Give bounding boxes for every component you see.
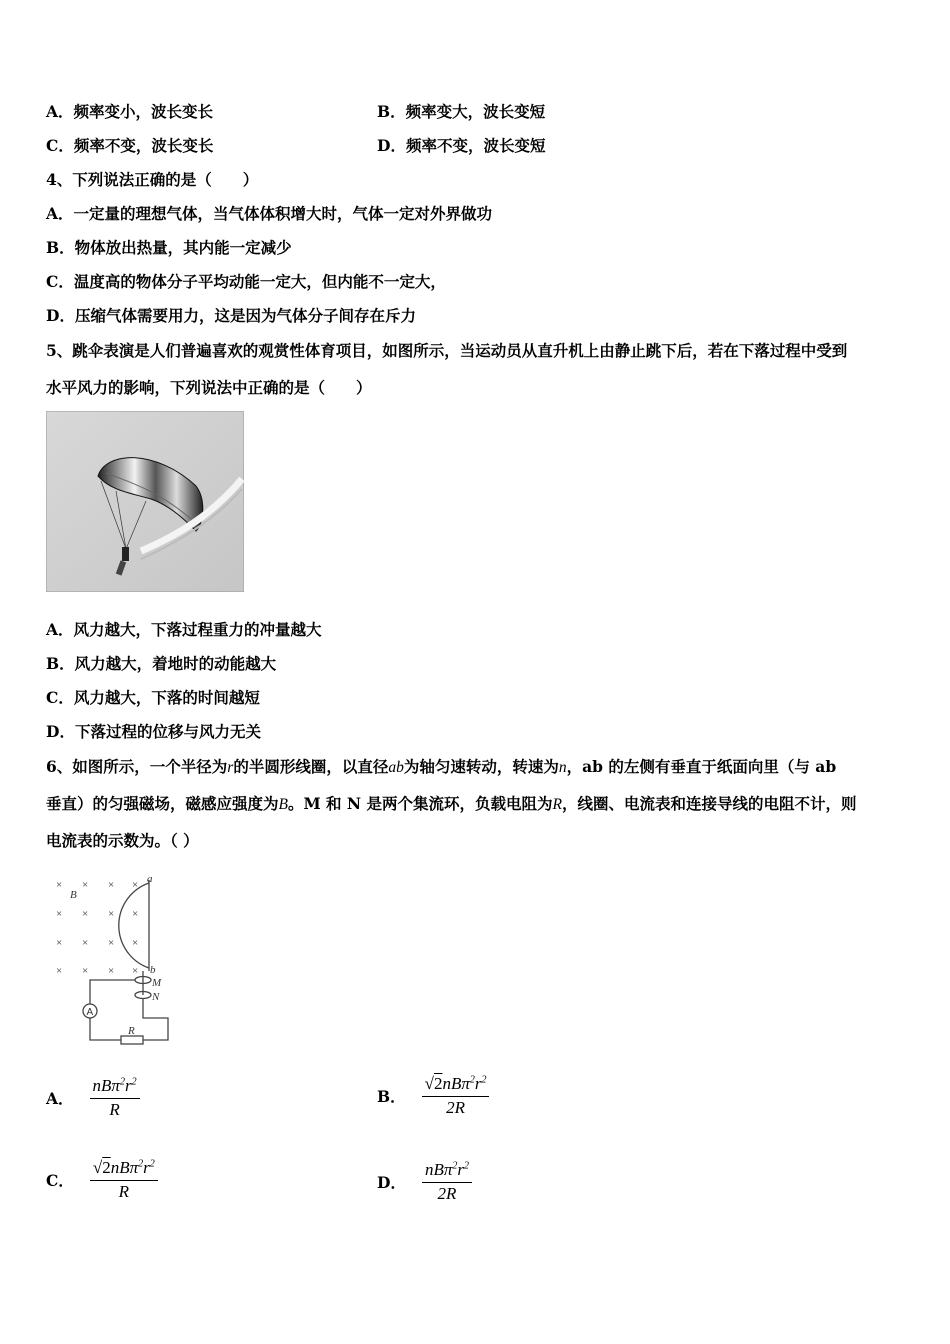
coil-circuit-diagram <box>46 868 176 1048</box>
field-cross: × <box>132 908 139 920</box>
field-cross: × <box>82 879 89 891</box>
parachute-photo <box>46 411 244 592</box>
q5-option-a: A．风力越大，下落过程重力的冲量越大 <box>46 620 322 639</box>
label-N: N <box>152 991 160 1003</box>
ammeter-label: A <box>86 1007 94 1018</box>
resistor-R <box>121 1036 143 1044</box>
field-cross: × <box>108 879 115 891</box>
q6-option-b: B． $\frac{√2nB\pi^2r^2}{2R}$ <box>377 1074 489 1118</box>
formula-c: $\frac{√2nB\pi^2r^2}{R}$ <box>90 1158 158 1202</box>
label-B: B <box>70 889 77 901</box>
field-cross: × <box>132 937 139 949</box>
label-b: b <box>150 964 156 976</box>
field-cross: × <box>56 937 63 949</box>
field-cross: × <box>132 965 139 977</box>
q5-stem-line1: 5、跳伞表演是人们普遍喜欢的观赏性体育项目，如图所示，当运动员从直升机上由静止跳下后，若在下落过程中受到 <box>46 341 848 360</box>
q6-stem-line3: 电流表的示数为。（ ） <box>46 831 199 850</box>
q3-option-c: C．频率不变，波长变长 <box>46 136 214 155</box>
field-cross: × <box>82 965 89 977</box>
q3-option-b: B．频率变大，波长变短 <box>377 102 546 121</box>
q5-option-d: D．下落过程的位移与风力无关 <box>46 722 261 741</box>
q3-option-a: A．频率变小，波长变长 <box>46 102 214 121</box>
q4-stem: 4、下列说法正确的是（ ） <box>46 170 259 189</box>
formula-a: $\frac{nB\pi^2r^2}{R}$ <box>90 1076 140 1120</box>
wire-left <box>90 980 135 1004</box>
field-cross: × <box>82 908 89 920</box>
q6-stem-line1: 6、如图所示，一个半径为r的半圆形线圈，以直径ab为轴匀速转动，转速为n，ab 的左侧有垂直于纸面向里（与 ab <box>46 757 837 776</box>
q3-option-d: D．频率不变，波长变短 <box>377 136 546 155</box>
field-cross: × <box>108 937 115 949</box>
q6-option-c: C． $\frac{√2nB\pi^2r^2}{R}$ <box>46 1158 158 1202</box>
field-cross: × <box>56 908 63 920</box>
formula-b: $\frac{√2nB\pi^2r^2}{2R}$ <box>422 1074 490 1118</box>
q5-option-c: C．风力越大，下落的时间越短 <box>46 688 260 707</box>
q6-option-a: A． $\frac{nB\pi^2r^2}{R}$ <box>46 1076 140 1120</box>
field-cross: × <box>56 965 63 977</box>
field-cross: × <box>132 879 139 891</box>
field-cross: × <box>108 965 115 977</box>
field-cross: × <box>108 908 115 920</box>
label-R: R <box>128 1025 135 1037</box>
field-cross: × <box>82 937 89 949</box>
q4-option-d: D．压缩气体需要用力，这是因为气体分子间存在斥力 <box>46 306 416 325</box>
q6-option-d: D． $\frac{nB\pi^2r^2}{2R}$ <box>377 1160 472 1204</box>
q5-option-b: B．风力越大，着地时的动能越大 <box>46 654 277 673</box>
q5-stem-line2: 水平风力的影响，下列说法中正确的是（ ） <box>46 378 372 397</box>
wire-right <box>143 998 168 1040</box>
semicircle-coil <box>119 883 149 968</box>
q6-stem-line2: 垂直）的匀强磁场，磁感应强度为B。M 和 N 是两个集流环，负载电阻为R，线圈、电流表和连接导线的电阻不计，则 <box>46 794 857 813</box>
field-cross: × <box>56 879 63 891</box>
label-a: a <box>147 873 153 885</box>
label-M: M <box>152 977 162 989</box>
q4-option-a: A．一定量的理想气体，当气体体积增大时，气体一定对外界做功 <box>46 204 493 223</box>
q4-option-c: C．温度高的物体分子平均动能一定大，但内能不一定大， <box>46 272 446 291</box>
formula-d: $\frac{nB\pi^2r^2}{2R}$ <box>422 1160 472 1204</box>
q4-option-b: B．物体放出热量，其内能一定减少 <box>46 238 292 257</box>
